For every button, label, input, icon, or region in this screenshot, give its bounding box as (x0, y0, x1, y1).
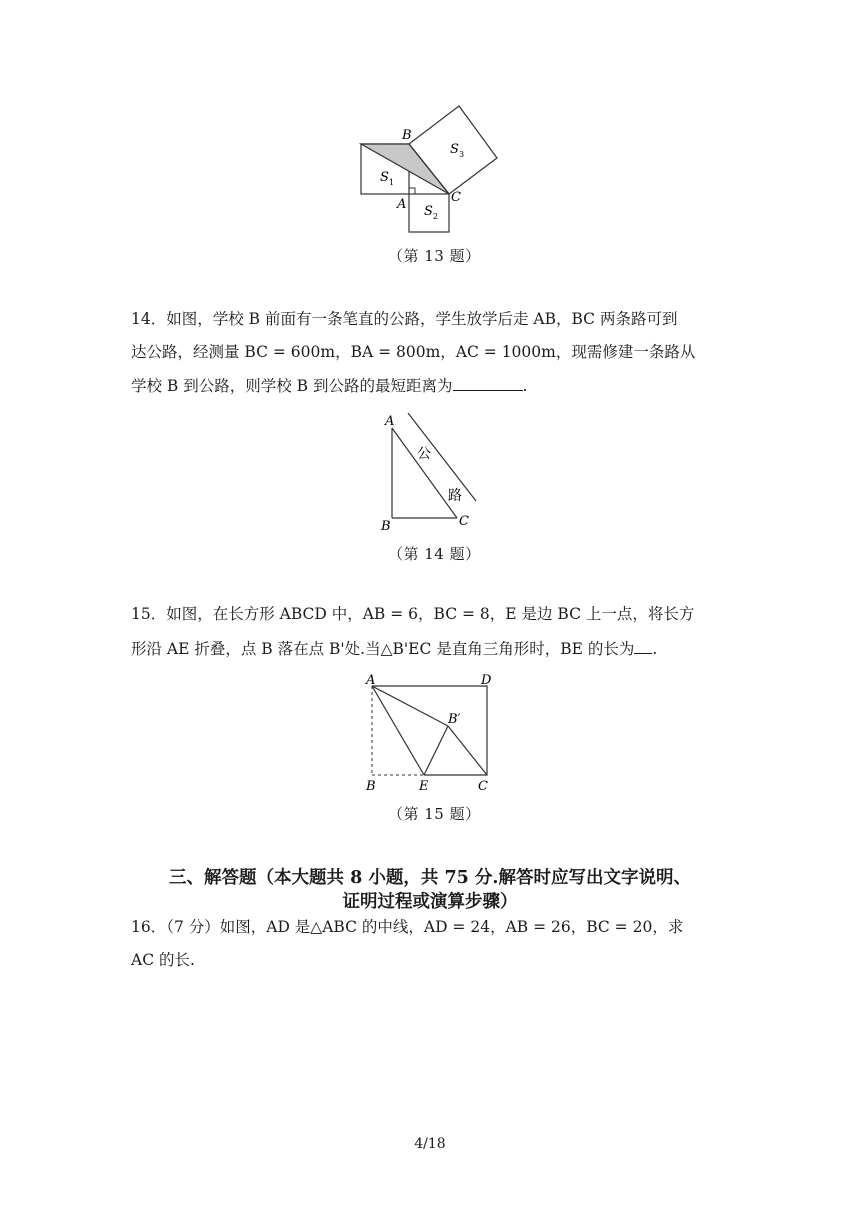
label-e: E (419, 779, 429, 794)
caption-14: （第 14 题） (388, 545, 481, 563)
figure-15 (360, 670, 500, 800)
road-label-1: 公 (417, 446, 431, 462)
q15-line-2: 形沿 AE 折叠，点 B 落在点 B'处.当△B'EC 是直角三角形时，BE 的长为 . (131, 640, 658, 658)
section-3-title-line-2: 证明过程或演算步骤） (342, 892, 518, 912)
label-s1-sub: 1 (389, 178, 395, 187)
figure-14 (376, 410, 486, 535)
answer-blank-15[interactable] (634, 641, 652, 654)
section-3-title-line-1: 三、解答题（本大题共 8 小题，共 75 分.解答时应写出文字说明、 (169, 868, 691, 888)
q14-line-1: 14．如图，学校 B 前面有一条笔直的公路，学生放学后走 AB，BC 两条路可到 (131, 310, 678, 328)
label-a: A (366, 673, 376, 688)
label-b: B (402, 128, 412, 143)
q16-line-1: 16．（7 分）如图，AD 是△ABC 的中线，AD = 24，AB = 26，BC = 20，求 (131, 918, 684, 936)
caption-15: （第 15 题） (388, 805, 481, 823)
label-b-prime: B′ (448, 712, 461, 727)
label-c: C (478, 779, 488, 794)
q15-line-1: 15．如图，在长方形 ABCD 中，AB = 6，BC = 8，E 是边 BC 上一点，将长方 (131, 605, 695, 623)
label-a: A (385, 414, 395, 429)
label-d: D (481, 673, 492, 688)
label-s3: S (450, 142, 459, 157)
caption-13: （第 13 题） (388, 247, 481, 265)
label-a: A (397, 197, 407, 212)
section-3-title (0, 866, 860, 914)
answer-blank-14[interactable] (453, 378, 523, 391)
right-angle-mark (409, 188, 415, 194)
label-s2-sub: 2 (433, 212, 439, 221)
page-number: 4/18 (414, 1136, 446, 1152)
shaded-triangle (361, 144, 449, 194)
figure-13 (355, 100, 505, 240)
label-b: B (381, 519, 391, 534)
label-s2: S (424, 204, 433, 219)
q14-line-3: 学校 B 到公路，则学校 B 到公路的最短距离为 . (131, 377, 528, 395)
label-s1: S (380, 170, 389, 185)
label-c: C (451, 190, 461, 205)
road-label-2: 路 (448, 488, 462, 504)
label-b: B (366, 779, 376, 794)
q16-line-2: AC 的长. (131, 951, 195, 969)
label-c: C (459, 514, 469, 529)
label-s3-sub: 3 (459, 150, 465, 159)
q14-line-2: 达公路，经测量 BC = 600m，BA = 800m，AC = 1000m，现需修建一条路从 (131, 343, 696, 361)
